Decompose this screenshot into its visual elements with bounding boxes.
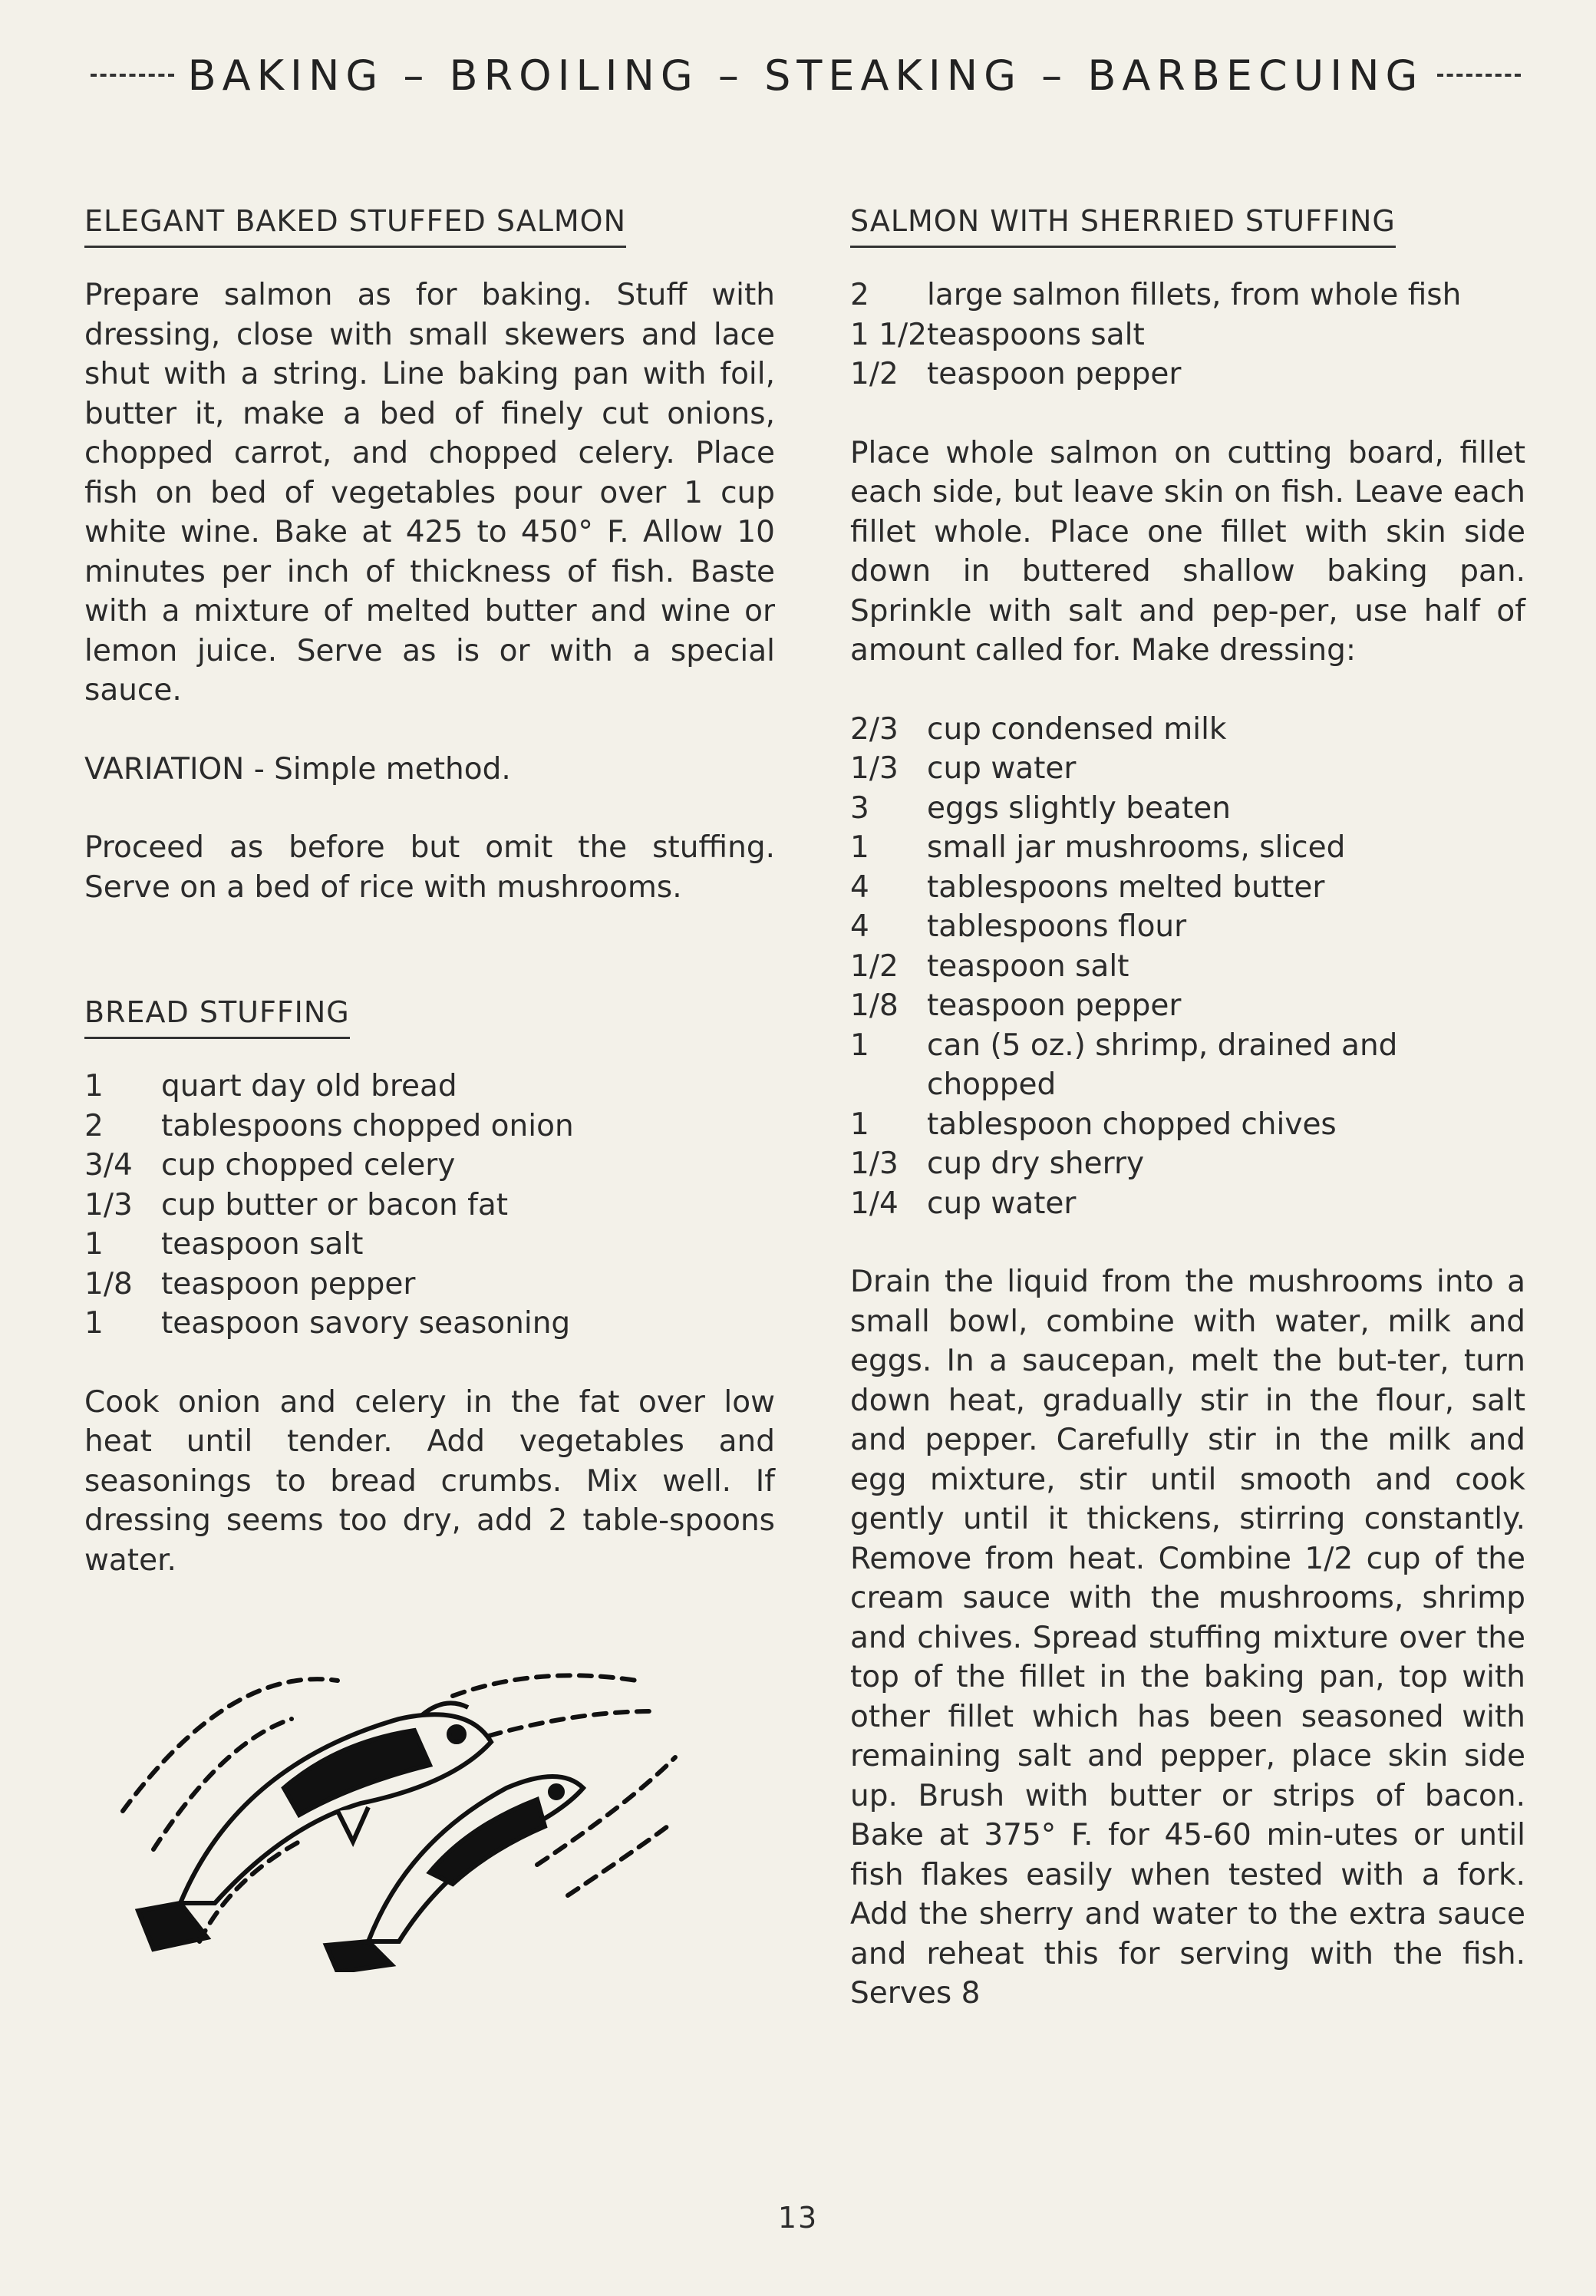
variation-heading: VARIATION - Simple method. [84,751,511,787]
ingredient-item: quart day old bread [161,1069,457,1103]
ingredient-row [850,789,1525,829]
sherried-salmon-title: SALMON WITH SHERRIED STUFFING [850,204,1396,248]
ingredient-row [850,947,1525,987]
ingredient-item: teaspoon savory seasoning [161,1306,571,1341]
sherried-salmon-directions: Drain the liquid from the mushrooms into a small bowl, combine with water, milk and eggs. In a saucepan, melt the but-ter, turn down heat, gradually stir in the flour, salt and pepper. Carefully stir in the milk and egg mixture, stir until smooth and cook gently until it thickens, stirring constantly. Remove from heat. Combine 1/2 cup of the cream sauce with the mushrooms, shrimp and chives. Spread stuffing mixture over the top of the fillet in the baking pan, top with other fillet which has been seasoned with remaining salt and pepper, place skin side up. Brush with butter or strips of bacon. Bake at 375° F. for 45-60 min-utes or until fish flakes easily when tested with a fork. Add the sherry and water to the extra sauce and reheat this for serving with the fish. Serves 8 [850,1265,1525,2011]
ingredient-item: tablespoon chopped chives [927,1107,1337,1142]
motion-line [453,1675,637,1696]
ingredient-row [850,315,1525,355]
page-number: 13 [777,2201,819,2235]
ingredient-qty: 1/8 [850,988,899,1023]
ingredient-qty: 3/4 [84,1148,133,1183]
ingredient-item: teaspoon salt [927,948,1129,984]
ingredient-item: small jar mushrooms, sliced [927,830,1346,865]
page-header [77,45,1535,106]
ingredient-item: eggs slightly beaten [927,790,1231,826]
ingredient-item: cup water [927,1186,1077,1221]
sherried-stuffing-ingredients [850,710,1525,1224]
elegant-salmon-directions: Prepare salmon as for baking. Stuff with dressing, close with small skewers and lace shut with a string. Line baking pan with foil, butter it, make a bed of finely cut onions, chopped carrot, and chopped celery. Place fish on bed of vegetables pour over 1 cup white wine. Bake at 425 to 450° F. Allow 10 minutes per inch of thickness of fish. Baste with a mixture of melted butter and wine or lemon juice. Serve as is or with a special sauce. [84,278,775,708]
ingredient-qty: 1/3 [850,751,899,786]
ingredient-item: can (5 oz.) shrimp, drained and chopped [927,1028,1398,1102]
small-fish [326,1776,583,1972]
ingredient-qty: 3 [850,790,869,826]
left-column [84,192,775,1619]
ingredient-qty: 1 [84,1306,104,1341]
ingredient-item: teaspoon salt [161,1227,364,1262]
ingredient-row [850,1105,1525,1145]
elegant-salmon-title: ELEGANT BAKED STUFFED SALMON [84,204,626,248]
bread-stuffing-title: BREAD STUFFING [84,995,350,1039]
ingredient-item: teaspoon pepper [927,357,1182,391]
header-dash-left [91,74,174,77]
ingredient-qty: 2 [84,1108,104,1143]
ingredient-item: teaspoon pepper [927,988,1182,1023]
ingredient-item: tablespoons melted butter [927,869,1325,905]
ingredient-item: cup water [927,751,1077,786]
ingredient-qty: 4 [850,869,869,905]
ingredient-item: cup chopped celery [161,1148,456,1183]
ingredient-row [850,355,1525,394]
ingredient-qty: 1/3 [84,1187,133,1222]
ingredient-row [850,986,1525,1026]
ingredient-item: cup butter or bacon fat [161,1187,509,1222]
ingredient-row [850,275,1525,315]
leaping-salmon-illustration [107,1650,691,1972]
ingredient-row [84,1186,775,1226]
ingredient-row [84,1067,775,1107]
ingredient-qty: 1/8 [84,1266,133,1301]
ingredient-row [84,1265,775,1305]
ingredient-row [84,1225,775,1265]
ingredient-row [850,1184,1525,1224]
ingredient-qty: 1 [850,830,869,865]
ingredient-qty: 1/2 [850,357,899,391]
ingredient-row [84,1304,775,1344]
ingredient-item: teaspoon pepper [161,1266,416,1301]
ingredient-item: cup condensed milk [927,711,1227,747]
header-dash-right [1437,74,1521,77]
motion-line [468,1711,652,1742]
ingredient-qty: 2/3 [850,711,899,747]
ingredient-row [850,828,1525,868]
ingredient-qty: 1/2 [850,948,899,984]
ingredient-qty: 1 [84,1069,104,1103]
ingredient-qty: 1/3 [850,1146,899,1181]
ingredient-item: teaspoons salt [927,317,1145,352]
ingredient-row [850,710,1525,750]
ingredient-item: cup dry sherry [927,1146,1145,1181]
sherried-salmon-prep-directions: Place whole salmon on cutting board, fillet each side, but leave skin on fish. Leave each fillet whole. Place one fillet with skin side down in buttered shallow baking pan. Sprinkle with salt and pep-per, use half of amount called for. Make dressing: [850,435,1525,668]
ingredient-qty: 1 [850,1028,869,1063]
ingredient-item: tablespoons chopped onion [161,1108,574,1143]
bread-stuffing-ingredients [84,1067,775,1344]
bread-stuffing-directions: Cook onion and celery in the fat over low heat until tender. Add vegetables and seasonings to bread crumbs. Mix well. If dressing seems too dry, add 2 table-spoons water. [84,1384,775,1578]
ingredient-row [850,868,1525,908]
ingredient-row [850,1026,1525,1105]
sherried-salmon-fish-ingredients [850,275,1525,394]
ingredient-qty: 4 [850,909,869,944]
ingredient-item: large salmon fillets, from whole fish [927,278,1462,312]
right-column [850,192,1525,2053]
ingredient-qty: 2 [850,278,869,312]
ingredient-qty: 1 [850,1107,869,1142]
ingredient-row [850,1144,1525,1184]
large-fish [138,1703,491,1949]
ingredient-qty: 1 [84,1227,104,1262]
ingredient-row [850,749,1525,789]
ingredient-item: tablespoons flour [927,909,1187,944]
ingredient-row [84,1107,775,1146]
motion-line [568,1826,668,1895]
ingredient-qty: 1/4 [850,1186,899,1221]
variation-directions: Proceed as before but omit the stuffing. Serve on a bed of rice with mushrooms. [84,830,775,905]
page-title: BAKING – BROILING – STEAKING – BARBECUING [187,51,1424,100]
ingredient-row [84,1146,775,1186]
ingredient-row [850,907,1525,947]
ingredient-qty: 1 1/2 [850,317,927,352]
